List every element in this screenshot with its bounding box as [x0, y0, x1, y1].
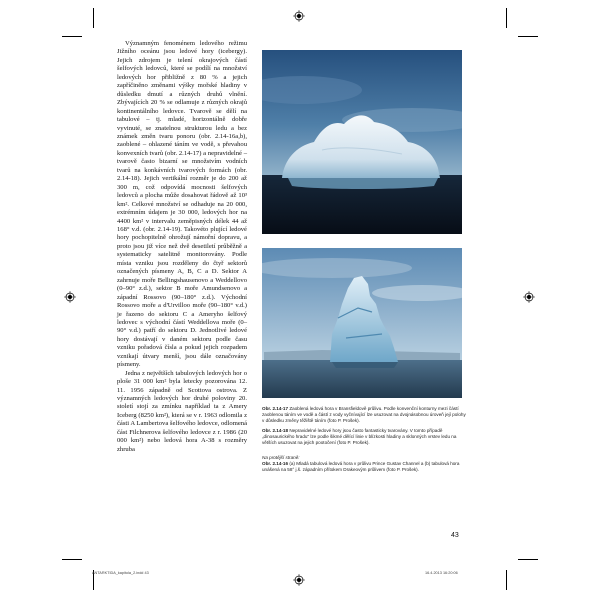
trim-mark — [62, 36, 82, 37]
trim-mark — [506, 8, 507, 28]
registration-mark-icon — [64, 291, 76, 303]
trim-mark — [506, 570, 507, 590]
trim-mark — [518, 559, 538, 560]
photo-irregular-iceberg — [262, 248, 462, 398]
registration-mark-icon — [293, 574, 305, 586]
registration-mark-icon — [293, 10, 305, 22]
slug-file-name: ANTARKTIDA_kapitola_2.indd 43 — [92, 571, 149, 575]
body-paragraph: Významným fenoménem ledového režimu Jižního oceánu jsou ledové hory (icebergy). Jejich zdrojem je telení okrajových částí šelfových ledovců, které se podílí na množství ledových hor přibližně z 80 % a jejich zapříčiněno změnami výšky mořské hladiny v důsledku dmutí a různých druhů vlnění. Zbývajících 20 % se odlamuje z různých okrajů kontinentálního ledovce. Tvarově se dělí na tabulové – tj. mladé, horizontálně dobře vyvinuté, se znatelnou strukturou ledu a bez známek změn tvaru ponoru (obr. 2.14-16a,b), zaoblené – ohlazené táním ve vodě, s převahou konvexních tvarů (obr. 2.14-17) a nepravidelné – tvarově často bizarní se množstvím vodních tvarů na konkávních tvarových formách (obr. 2.14-18). Jejich vertikální rozměr je do 200 až 300 m, což odpovídá mocnosti šelfových ledovců a plocha může dosahovat řádově až 10³ km². Celkové množství se odhaduje na 20 000, extrémním údajem je 30 000, ledových hor na 4400 km² v intervalu zeměpisných délek 44 až 168° v.d. (obr. 2.14-19). Takovéto plující ledové hory pochopitelně ohrožují námořní dopravu, a proto jsou již více než dvě desetiletí průběžně a systematicky satelitně monitorovány. Podle místa vzniku jsou rozděleny do čtyř sektorů označených písmeny A, B, C a D. Sektor A zahrnuje moře Bellingshausenovo a Weddellovo (0–90° z.d.), sektor B moře Amundsenovo a západní Rossovo (90–180° z.d.). Východní Rossovo moře a d'Urvilloo moře (90–180° v.d.) je řazeno do sektoru C a Ameryho šelfový ledovec s východní částí Weddellova moře (0–90° v.d.) patří do sektoru D. Jednotlivé ledové hory dostávají v daném sektoru podle času vzniku pořadová čísla a pokud jejich rozpadem vznikají útvary menší, jsou dále označovány písmeny. — [117, 40, 247, 369]
photo-rounded-iceberg — [262, 50, 462, 234]
figure-captions — [262, 406, 468, 477]
main-text-column — [117, 40, 247, 454]
body-paragraph: Jedna z největších tabulových ledových hor o ploše 31 000 km² byla letecky pozorována 12. 11. 1956 západně od Scottova ostrova. Z významných ledových hor druhé poloviny 20. století stojí za zmínku například ta z Amery Iceberg (8250 km²), která se v r. 1963 odlomila z části A Lambertova šelfového ledovce, odlomená část Filchnerova šelfového ledovce z r. 1986 (20 000 km²) nebo ledová hora A-38 s rozměry zhruba — [117, 369, 248, 453]
caption-opposite-page: Na protější straně: Obr. 2.14-16 (a) Mladá tabulová ledová hora v průlivu Prince Gustav Channel a (b) tabulová hora unášená na 58° j.š. západním přítokem Drakeovým průlivem (foto P. Prošek). — [262, 454, 460, 472]
page-number: 43 — [451, 532, 459, 539]
registration-mark-icon — [523, 291, 535, 303]
trim-mark — [518, 36, 538, 37]
slug-timestamp: 16.4.2013 16:20:06 — [425, 571, 458, 575]
trim-mark — [93, 8, 94, 28]
trim-mark — [62, 559, 82, 560]
caption-fig-2-14-18: Obr. 2.14-18 Nepravidelné ledové hory jsou často fantasticky tvarovány. V tomto případě „dinosaurického hradu" lze podle šikmé dělící linie v blízkosti hladiny a sklonných vrstev ledu na větších usuzovat na jejich pootočení (foto P. Prošek). — [262, 428, 457, 446]
caption-fig-2-14-17: Obr. 2.14-17 Zaoblená ledová hora v Bransfieldově průlivu. Podle konvenční konturny mezi částí zaoblenou táním ve vodě a částí z vody vyčnívající lze usuzovat na dvojnásobnou úroveň její polohy v důsledku změny těžiště táním (foto P. Prošek). — [262, 406, 466, 424]
